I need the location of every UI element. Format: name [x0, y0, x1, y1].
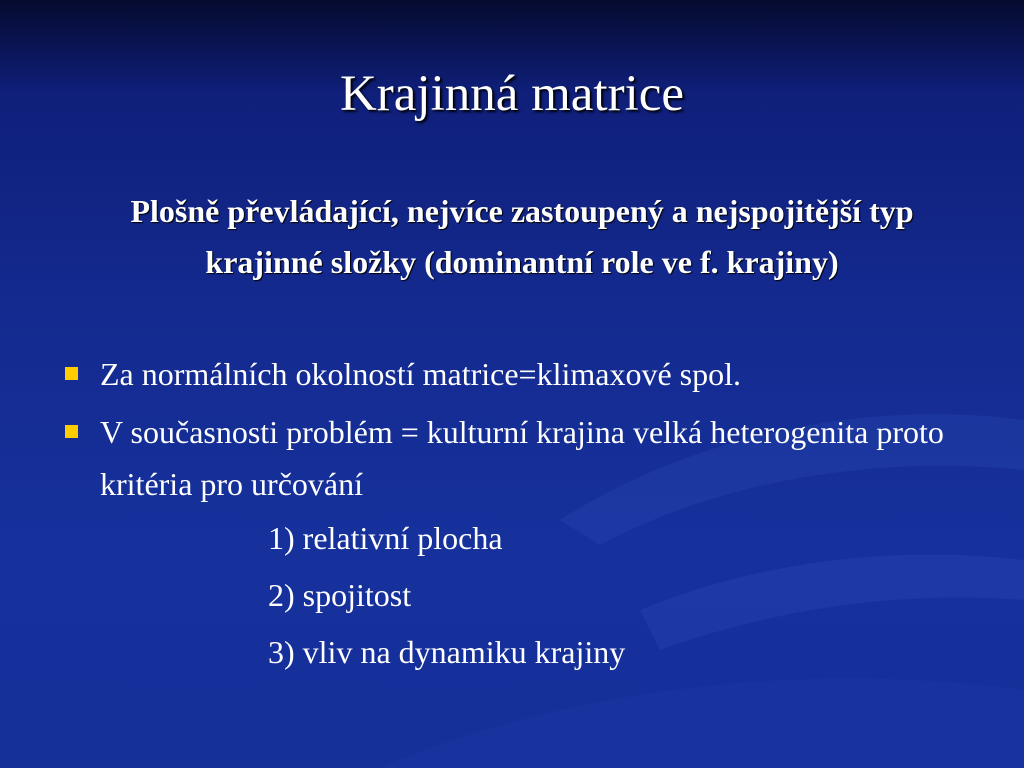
bullet-list — [60, 348, 960, 516]
bullet-item — [60, 348, 960, 400]
criteria-item: 3) vliv na dynamiku krajiny — [268, 634, 626, 670]
intro-definition: Plošně převládající, nejvíce zastoupený a nejspojitější typ krajinné složky (dominantní role ve f. krajiny) — [130, 193, 914, 280]
criteria-item: 2) spojitost — [268, 577, 412, 613]
criteria-list — [268, 510, 868, 681]
square-bullet-icon — [65, 425, 78, 438]
slide-title: Krajinná matrice — [339, 66, 685, 122]
criteria-item: 1) relativní plocha — [268, 520, 503, 556]
square-bullet-icon — [65, 367, 78, 380]
bullet-text: Za normálních okolností matrice=klimaxové spol. — [100, 356, 742, 392]
bullet-item — [60, 406, 960, 510]
bullet-text: V současnosti problém = kulturní krajina velká heterogenita proto kritéria pro určování — [100, 414, 944, 502]
